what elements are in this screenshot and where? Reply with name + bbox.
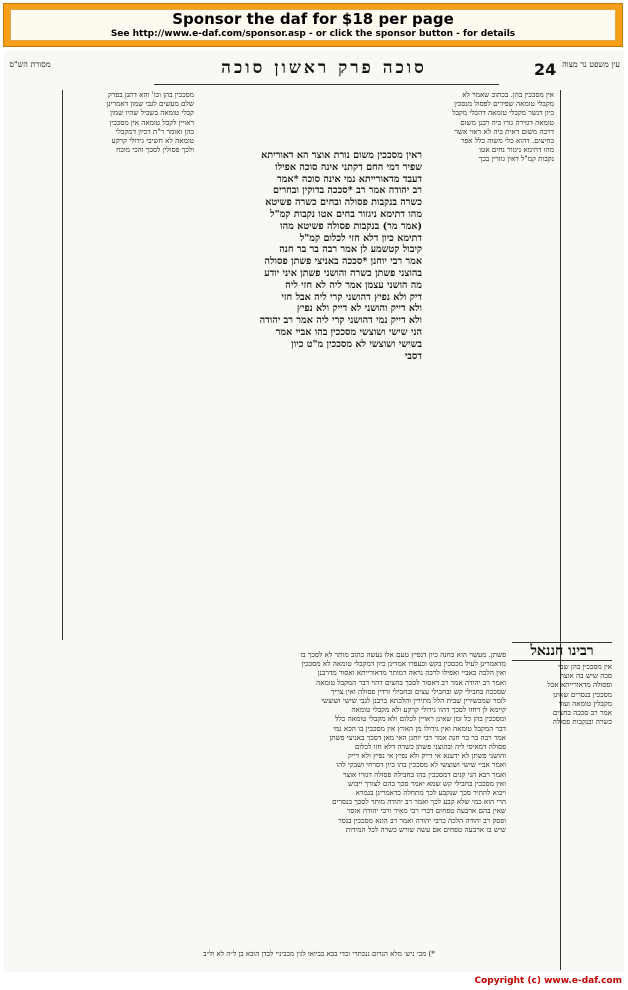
- sponsor-title[interactable]: Sponsor the daf for $18 per page: [172, 10, 454, 28]
- commentary-line: קיימא לן דחזו לסכך דהוו גידולי קרקע ולא מקבלי טומאה: [351, 705, 506, 715]
- commentary-line: שאין בהם ארבעה טפחים דברי רבי מאיר ורבי יהודה אוסר: [346, 806, 506, 816]
- bottom-footnote: *) מכי ניש׳ מלא הנרום ננכתרי ובדי בבא כביואו לגין מכביניי לבדן הובא בן ל״ה לא ול״ב: [203, 950, 435, 958]
- commentary-line: והושני פשתן לא ידענא אי דייק ולא נפיץ אי נפיץ ולא דייק: [347, 751, 506, 761]
- copyright-link[interactable]: Copyright (c) www.e-daf.com: [474, 976, 622, 986]
- mesoret-label: מסורת הש"ס: [9, 60, 51, 69]
- tosafot-line: ראויין לקבל טומאה אין מסככין: [109, 117, 194, 127]
- chananel-line: סכה שיש בה אוצר: [560, 671, 612, 681]
- rashi-line: אין מסככין בהן. בכתוב שאמר לא: [462, 90, 554, 99]
- sponsor-banner[interactable]: [3, 3, 623, 47]
- commentary-line: שיש בו ארבעה טפחים אם עשה שורש כשרה לכל המידות: [345, 824, 506, 834]
- gemara-line: קיבול קטשמע לן אמר רבה בר בר חנה: [279, 244, 422, 256]
- talmud-page: [4, 50, 624, 972]
- chananel-line: כשרה ובנקבות פסולה: [552, 717, 612, 727]
- commentary-line: ואמר רב יהודה אמר רב דאסור לסכך בחצים דהוי דבר המקבל טומאה: [316, 677, 506, 687]
- gemara-line: דסבי: [404, 350, 422, 362]
- tosafot-line: שלם מעשים לגבי שמון דאמרינן: [106, 99, 194, 109]
- lower-commentary: [66, 650, 506, 950]
- rashi-line: בחיצים. דהוא כלי משוה כלל אפר: [460, 136, 554, 146]
- gemara-line: ראין מסככין משום נורת אוצר הא דאוריתא: [261, 150, 422, 161]
- chananel-line: אמר רב סככה בחצים: [552, 708, 612, 718]
- rashi-line: מקבלי טומאה שפירים לפסול מנסכין: [454, 99, 554, 109]
- rashi-line: נקבות קמ"ל דאין גוזרין בכך: [478, 154, 554, 164]
- commentary-line: ופסק רב יהודה הלכה כרבי יהודה ואמר רב הונא מסככין בנסר: [338, 815, 506, 825]
- ein-mishpat-label: עין משפט נר מצוה: [562, 60, 620, 69]
- commentary-line: ומסככין בהן כל זמן שאינן ראויין לכלום ולא מקבלי טומאה כלל: [335, 714, 506, 724]
- tosafot-column: [64, 90, 194, 490]
- gemara-line: הני שישי ושוצשי מסככין בהו אביי אמר: [275, 326, 422, 338]
- gemara-line: אמר רבי יוחנן *סככה באניצי פשתן פסולה: [264, 256, 422, 268]
- gemara-text: [202, 150, 422, 410]
- tosafot-line: ולכך פסולין לסכך והכי מוכח: [116, 145, 194, 155]
- gemara-line: ולא דייק והושני לא דייק ולא נפיץ: [296, 303, 422, 315]
- left-margin-rule: [62, 90, 63, 640]
- commentary-line: ואין הלכה כאביי ואפילו לרבה נראה דמותר מדאורייתא ואסור מדרבנן: [317, 668, 506, 678]
- gemara-line: כשרה בנקבות פסולה ובחים כשרה פשיטא: [265, 197, 422, 209]
- commentary-line: מדאמרינן לעיל מכסכין בקש ובעפרו אמרינן כיון דמקבלי טומאה לא מסככין: [301, 659, 506, 669]
- tosafot-line: קבלי טומאה בשביל שהיו שמון: [110, 108, 194, 118]
- chananel-line: אין מסככין בהן שבי: [558, 662, 612, 671]
- running-title: סוכה פרק ראשון סוכה: [221, 58, 427, 78]
- gemara-line: ולא דייק נמי דהושני קרי ליה אמר רב יהודה: [259, 315, 422, 327]
- gemara-line: (אמר מר) בנקבות פסולה פשיטא מהו: [280, 220, 422, 232]
- tosafot-line: טומאה לא חשיבי גידולי קרקע: [111, 136, 194, 146]
- page-header: [4, 58, 624, 84]
- gemara-line: מה הושני עצמן אמר ליה לא חזי ליה: [285, 279, 422, 291]
- gemara-line: בשישי ושוצשי לא מסככין מ"ט כיון: [291, 338, 422, 350]
- gemara-line: דעבד מדאורייתא נמי אינה סוכה *אמר: [277, 173, 422, 185]
- chananel-line: מסככין בנסרים שאינן: [553, 689, 612, 699]
- commentary-line: אמר רבה בר בר חנה אמר רבי יוחנן האי מאן דסכך באניצי פשתן: [329, 732, 506, 742]
- chananel-line: ופסולה מדאורייתא אבל: [547, 680, 612, 690]
- sponsor-subtitle[interactable]: See http://www.e-daf.com/sponsor.asp - or click the sponsor button - for details: [110, 29, 516, 39]
- rabbeinu-chananel-title: רבינו חננאל: [512, 642, 612, 661]
- gemara-line: דתימא כיון דלא חזי לכלום קמ"ל: [299, 232, 422, 244]
- gemara-line: מהו דתימא ניגזור בחים אטו נקבות קמ"ל: [270, 208, 422, 220]
- gemara-line: רב יהודה אמר רב *סככה בדוקין ובחרים: [272, 185, 422, 197]
- header-rule: [154, 84, 499, 85]
- commentary-line: ויבוא להתיר סכך שנקבע לכך מתחלה כדאמרינן בגמרא: [355, 788, 506, 798]
- tosafot-line: מסככין בהן וכו' והא דתנן בפרק: [107, 90, 194, 99]
- rashi-line: מהו דהימא ניגזור נחים אטו: [479, 145, 554, 155]
- commentary-line: לומר שמכשירין שבית הלל מתירין והלכתא כרבנן לגבי שישי ושוצשי: [321, 696, 506, 706]
- rashi-line: כיון דנשר מקבלי טומאה דהכלי מקבל: [452, 108, 554, 118]
- gemara-line: שפיר דמי החם דקתני אינה סוכה אפילו: [275, 161, 422, 173]
- commentary-line: פסולה דמאיסי ליה ובהוצני פשתן כשרה דלא חזו לכלום: [354, 742, 506, 752]
- commentary-line: ואמר רבא הני קנים דמסככין בהו בחבילה פסולה דגזרו אוצר: [342, 769, 506, 779]
- commentary-line: פשתן. מעשוי הוא כחנה כיון דנפיץ טעם אלו נעשה כתוב מותר לא לסכך בו: [300, 650, 506, 659]
- commentary-line: ואמר אביי שישי ושוצשי לא מסככין בהו כיון דסרחי ושבקי להו: [336, 760, 506, 770]
- rashi-column: [434, 90, 554, 490]
- commentary-line: שסככה בחבילי קש ובחבילי עצים ובחבילי זרדין פסולה ואין צריך: [330, 686, 506, 696]
- rashi-line: טומאה דגזירה גזרו ביה רבנן משום: [460, 117, 554, 127]
- gemara-line: בהוצני פשתן כשרה והושני פשתן איני יודע: [264, 267, 422, 279]
- tosafot-line: בהן ואומר ר"ת דכיון דמקבלי: [115, 126, 194, 136]
- gemara-line: דיק ולא נפיץ דהושני קרי ליה אבל חזי: [281, 291, 422, 303]
- commentary-line: ואין מסככין בחבילי קש שמא יאמר סכך בהם לצורך ייבוש: [348, 778, 506, 788]
- chananel-line: מקבלין טומאה ועוד: [558, 698, 612, 708]
- commentary-line: דבר המקבל טומאה ואין גידולו מן הארץ אין מסככין בו הכא נמי: [333, 723, 506, 733]
- commentary-line: הרי הוא כמי שלא קבע לכך ואמר רב יהודה מותר לסכך בנסרים: [332, 797, 506, 807]
- page-number: 24: [534, 60, 557, 79]
- rabbeinu-chananel-text: [512, 662, 612, 942]
- rashi-line: דרבה משום דאית ביה לא ראוי אשר: [454, 126, 554, 136]
